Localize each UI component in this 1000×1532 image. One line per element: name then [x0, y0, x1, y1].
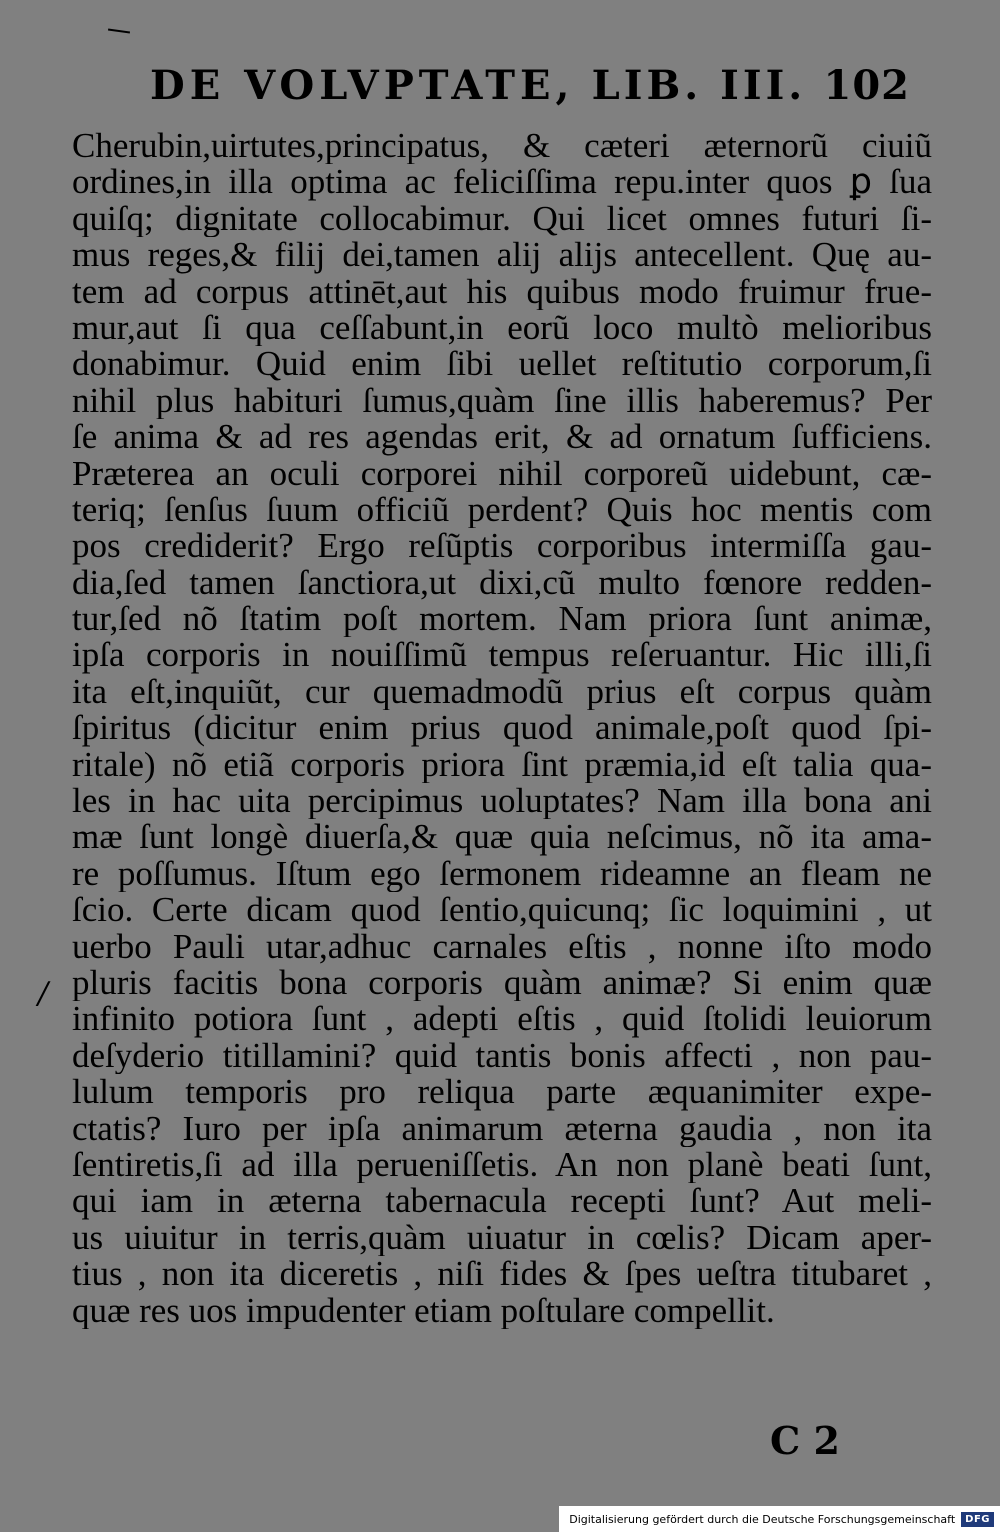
book-number: LIB. III. [591, 62, 807, 109]
text-line: tem ad corpus attinēt,aut his quibus modo fruimur frue- [72, 273, 932, 310]
text-line: re poſſumus. Iſtum ego ſermonem rideamne an fleam ne [72, 855, 932, 893]
ink-mark [108, 28, 130, 33]
text-line: lulum temporis pro reliqua parte æquanimiter expe- [72, 1074, 932, 1111]
text-line: qui iam in æterna tabernacula recepti ſunt? Aut meli- [72, 1183, 932, 1220]
text-line: ſentiretis,ſi ad illa perueniſſetis. An non planè beati ſunt, [72, 1146, 932, 1184]
text-line: deſyderio titillamini? quid tantis bonis affecti , non pau- [72, 1037, 932, 1075]
margin-mark: / [38, 976, 49, 1011]
body-text [72, 128, 932, 1329]
text-line: ctatis? Iuro per ipſa animarum æterna gaudia , non ita [72, 1110, 932, 1147]
running-head [150, 62, 910, 110]
text-line: ordines,in illa optima ac feliciſſima repu.inter quos ꝑ ſua [72, 164, 932, 201]
text-line: nihil plus habituri ſumus,quàm ſine illis haberemus? Per [72, 382, 932, 420]
text-line: quæ res uos impudenter etiam poſtulare compellit. [72, 1292, 775, 1329]
text-line: tur,ſed nõ ſtatim poſt mortem. Nam priora ſunt animæ, [72, 601, 932, 638]
dfg-logo: DFG [961, 1512, 994, 1527]
text-line: infinito potiora ſunt , adepti eſtis , quid ſtolidi leuiorum [72, 1001, 932, 1038]
text-line: quiſq; dignitate collocabimur. Qui licet omnes futuri ſi- [72, 200, 932, 238]
credit-text: Digitalisierung gefördert durch die Deutsche Forschungsgemeinschaft [569, 1512, 956, 1526]
text-line: us uiuitur in terris,quàm uiuatur in cœlis? Dicam aper- [72, 1219, 932, 1257]
text-line: ritale) nõ etiã corporis priora ſint præmia,id eſt talia qua- [72, 746, 932, 784]
text-line: dia,ſed tamen ſanctiora,ut dixi,cũ multo fœnore redden- [72, 564, 932, 602]
text-line: mus reges,& filij dei,tamen alij alijs antecellent. Quę au- [72, 237, 932, 274]
text-line: pluris facitis bona corporis quàm animæ? Si enim quæ [72, 964, 932, 1002]
text-line: uerbo Pauli utar,adhuc carnales eſtis , nonne iſto modo [72, 928, 932, 965]
running-title: DE VOLVPTATE, [150, 62, 575, 109]
text-line: mur,aut ſi qua ceſſabunt,in eorũ loco multò melioribus [72, 309, 932, 347]
text-line: ipſa corporis in nouiſſimũ tempus reſeruantur. Hic illi,ſi [72, 637, 932, 674]
text-line: pos crediderit? Ergo reſũptis corporibus intermiſſa gau- [72, 528, 932, 565]
digitization-credit [559, 1506, 1000, 1532]
text-line: tius , non ita diceretis , niſi fides & ſpes ueſtra titubaret , [72, 1256, 932, 1293]
text-line: donabimur. Quid enim ſibi uellet reſtitutio corporum,ſi [72, 346, 932, 383]
signature-mark: C 2 [770, 1418, 840, 1463]
text-line: les in hac uita percipimus uoluptates? Nam illa bona ani [72, 783, 932, 820]
text-line: Præterea an oculi corporei nihil corporeũ uidebunt, cæ- [72, 455, 932, 492]
folio-number: 102 [823, 62, 910, 109]
text-line: ſe anima & ad res agendas erit, & ad ornatum ſufficiens. [72, 419, 932, 456]
text-line: ita eſt,inquiũt, cur quemadmodũ prius eſt corpus quàm [72, 673, 932, 711]
text-line: ſpiritus (dicitur enim prius quod animale,poſt quod ſpi- [72, 710, 932, 747]
text-line: ſcio. Certe dicam quod ſentio,quicunq; ſic loquimini , ut [72, 892, 932, 929]
text-line: Cherubin,uirtutes,principatus, & cæteri æternorũ ciuiũ [72, 128, 932, 165]
text-line: teriq; ſenſus ſuum officiũ perdent? Quis hoc mentis com [72, 491, 932, 529]
text-line: mæ ſunt longè diuerſa,& quæ quia neſcimus, nõ ita ama- [72, 819, 932, 856]
